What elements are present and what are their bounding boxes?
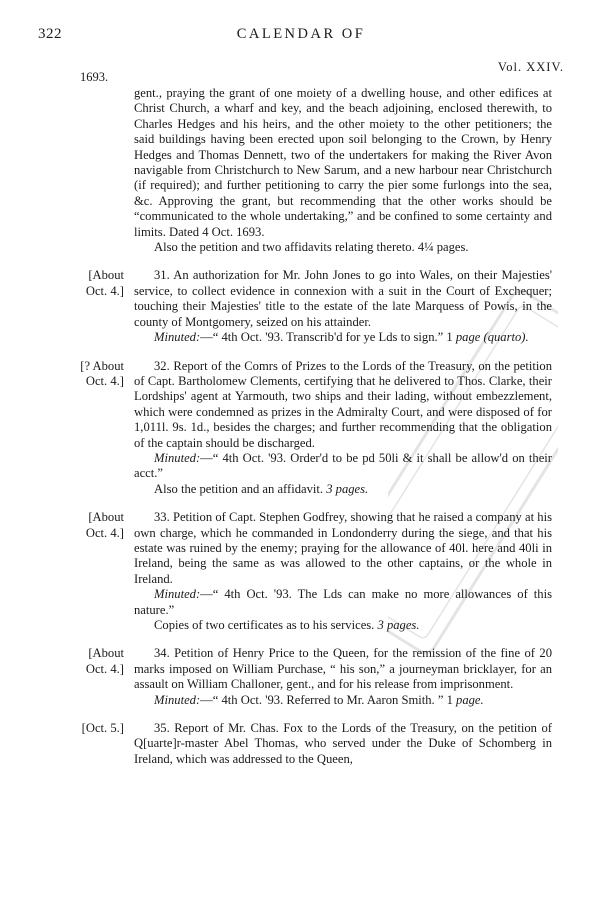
- pages-34: page.: [456, 692, 484, 707]
- continuation-note: Also the petition and two affidavits relating thereto.: [154, 240, 415, 255]
- calendar-entry-33: [85, 510, 552, 633]
- minuted-label-33: Minuted:: [154, 587, 201, 602]
- note-32: Also the petition and an affidavit.: [154, 481, 324, 496]
- pages-31: page (quarto).: [455, 330, 529, 345]
- calendar-entry-34: [85, 646, 552, 708]
- entry-text-31: 31. An authorization for Mr. John Jones to go into Wales, on their Majesties' service, to collect evidence in connexion with a suit in the Court of Exchequer; touching their Majesties' title to the estate of the late Marquess of Powis, in the county of Montgomery, seized on his attainder.: [134, 268, 552, 329]
- minuted-text-33: —“ 4th Oct. '93. The Lds can make no more allowances of this nature.”: [134, 587, 552, 617]
- calendar-entry-32: [80, 358, 552, 498]
- minuted-line-32: [134, 451, 552, 482]
- note-pages-33: 3 pages.: [377, 618, 420, 632]
- entry-text-34: 34. Petition of Henry Price to the Queen, for the remission of the fine of 20 marks imposed on William Purchase, “ his son,” a journeyman bricklayer, for an assault on William Challoner, gent., and for his release from imprisonment.: [134, 646, 552, 692]
- note-pages-32: 3 pages.: [326, 481, 369, 496]
- calendar-entry-35: [81, 721, 552, 767]
- note-line-32: [134, 482, 552, 497]
- minuted-text-31: —“ 4th Oct. '93. Transcrib'd for ye Lds to sign.” 1: [200, 330, 453, 345]
- margin-date-32: [? About Oct. 4.]: [80, 358, 124, 388]
- note-33: Copies of two certificates as to his services.: [154, 618, 375, 632]
- margin-date-34: [About Oct. 4.]: [85, 646, 124, 676]
- minuted-text-34: —“ 4th Oct. '93. Referred to Mr. Aaron Smith. ” 1: [200, 692, 453, 707]
- continuation-pages: 4¼ pages.: [417, 240, 469, 255]
- minuted-label-34: Minuted:: [154, 692, 201, 707]
- note-line-33: [134, 618, 552, 633]
- calendar-body: [80, 86, 552, 767]
- continuation-note-line: [134, 240, 552, 255]
- minuted-text-32: —“ 4th Oct. '93. Order'd to be pd 50li & it shall be allow'd on their acct.”: [134, 450, 552, 481]
- page-header: [38, 26, 564, 48]
- margin-date-31: [About Oct. 4.]: [85, 268, 124, 298]
- volume-label: Vol. XXIV.: [497, 60, 564, 74]
- continuation-text: gent., praying the grant of one moiety of a dwelling house, and other edifices at Christ Church, a wharf and key, and the beach adjoining, enclosed therewith, to Charles Hedges and his heirs, and the other moiety to the other petitioners; the said buildings having been erected upon soil belonging to the Crown, by Henry Hedges and Thomas Dennett, two of the undertakers for making the River Avon navigable from Christchurch to New Sarum, and a new harbour near Christchurch (if required); and further petitioning to carry the pier some furlongs into the sea, &c. Approving the grant, but recommending that the other works should be “communicated to the whole undertaking,” and be confined to some certainty and limits. Dated 4 Oct. 1693.: [134, 86, 552, 239]
- margin-year: 1693.: [80, 70, 109, 84]
- margin-date-33: [About Oct. 4.]: [85, 510, 124, 540]
- minuted-line-31: [134, 330, 552, 345]
- minuted-line-33: [134, 587, 552, 618]
- minuted-line-34: [134, 693, 552, 708]
- entry-text-33: 33. Petition of Capt. Stephen Godfrey, showing that he raised a company at his own charge, which he commanded in Londonderry during the siege, and that his estate was ruined by the enemy; praying for the allowance of 40l. here and 40li in Ireland, being the same as was allowed to the other captains, or the whole in Ireland.: [134, 510, 552, 586]
- entry-text-35: 35. Report of Mr. Chas. Fox to the Lords of the Treasury, on the petition of Q[uarte]r-master Abel Thomas, who served under the Duke of Schomberg in Ireland, which was addressed to the Queen,: [134, 721, 552, 766]
- minuted-label-32: Minuted:: [154, 450, 201, 465]
- running-title: CALENDAR OF: [236, 26, 366, 42]
- continuation-entry: [134, 86, 552, 255]
- entry-text-32: 32. Report of the Comrs of Prizes to the Lords of the Treasury, on the petition of Capt. Bartholomew Clements, certifying that he delivered to Thos. Clarke, their Lordships' agent at Yarmouth, two ships and their lading, without embezzlement, which were condemned as prizes in the Admiralty Court, and were disposed of for 1,011l. 9s. 1d., besides the charges; and further recommending that the obligation of the captain should be discharged.: [134, 358, 552, 450]
- calendar-entry-31: [85, 268, 552, 345]
- minuted-label-31: Minuted:: [154, 330, 201, 345]
- page-number: 322: [38, 26, 62, 42]
- margin-date-35: [Oct. 5.]: [81, 721, 124, 736]
